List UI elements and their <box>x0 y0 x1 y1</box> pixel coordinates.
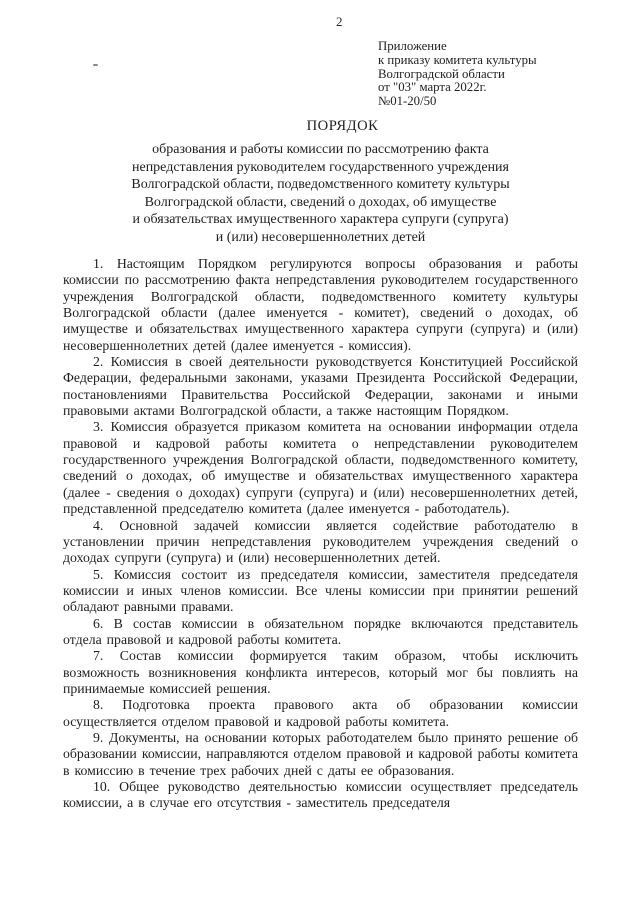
title-line: Волгоградской области, сведений о доходах, об имуществе <box>144 194 497 210</box>
paragraph-4: 4. Основной задачей комиссии является содействие работодателю в установлении причин непредставления руководителем учреждения сведений о доходах супруги (супруга) и (или) несовершеннолетних детей. <box>63 517 578 566</box>
document-body <box>63 256 578 812</box>
title-line: непредставления руководителем государственного учреждения <box>131 159 509 175</box>
appendix-line: Приложение <box>378 39 447 53</box>
title-line: Волгоградской области, подведомственного комитету культуры <box>131 177 510 192</box>
paragraph-5: 5. Комиссия состоит из председателя комиссии, заместителя председателя комиссии и иных членов комиссии. Все члены комиссии при принятии решений обладают равными правами. <box>63 566 578 615</box>
paragraph-3: 3. Комиссия образуется приказом комитета на основании информации отдела правовой и кадровой работы комитета о непредставлении руководителем государственного учреждения Волгоградской области, подведомственного комитету, сведений о доходах, об имуществе и обязательствах имущественного характера (далее - сведения о доходах) супруги (супруга) и (или) несовершеннолетних детей, представленной председателю комитета (далее именуется - работодатель). <box>63 419 578 517</box>
paragraph-10: 10. Общее руководство деятельностью комиссии осуществляет председатель комиссии, а в случае его отсутствия - заместитель председателя <box>63 779 578 811</box>
appendix-line: от "03" марта 2022г. <box>378 80 487 95</box>
title-line: и обязательствах имущественного характера супруги (супруга) <box>132 212 509 227</box>
appendix-line: к приказу комитета культуры <box>378 52 537 67</box>
paragraph-7: 7. Состав комиссии формируется таким образом, чтобы исключить возможность возникновения конфликта интересов, который мог бы повлиять на принимаемые комиссией решения. <box>63 648 578 696</box>
paragraph-8: 8. Подготовка проекта правового акта об образовании комиссии осуществляется отделом правовой и кадровой работы комитета. <box>63 697 578 729</box>
title-line: образования и работы комиссии по рассмотрению факта <box>152 142 489 157</box>
paragraph-9: 9. Документы, на основании которых работодателем было принято решение об образовании комиссии, направляются отделом правовой и кадровой работы комитета в комиссию в течение трех рабочих дней с даты ее образования. <box>63 729 578 778</box>
paragraph-6: 6. В состав комиссии в обязательном порядке включаются представитель отдела правовой и кадровой работы комитета. <box>63 615 578 647</box>
page-number: 2 <box>336 14 343 29</box>
appendix-block <box>378 40 537 109</box>
title-heading: ПОРЯДОК <box>306 118 379 134</box>
appendix-line: Волгоградской области <box>378 66 505 81</box>
document-title <box>63 118 578 246</box>
appendix-line: №01-20/50 <box>378 94 437 109</box>
title-line: и (или) несовершеннолетних детей <box>215 229 426 245</box>
paragraph-1: 1. Настоящим Порядком регулируются вопросы образования и работы комиссии по рассмотрению факта непредставления руководителем государственного учреждения Волгоградской области, подведомственного комитету культуры Волгоградской области (далее именуется - комитет), сведений о доходах, об имуществе и обязательствах имущественного характера супруги (супруга) и (или) несовершеннолетних детей (далее именуется - комиссия). <box>63 256 578 353</box>
paragraph-2: 2. Комиссия в своей деятельности руководствуется Конституцией Российской Федерации, федеральными законами, указами Президента Российской Федерации, постановлениями Правительства Российской Федерации, законами и иными правовыми актами Волгоградской области, а также настоящим Порядком. <box>63 354 578 419</box>
stray-scan-mark <box>93 64 98 66</box>
